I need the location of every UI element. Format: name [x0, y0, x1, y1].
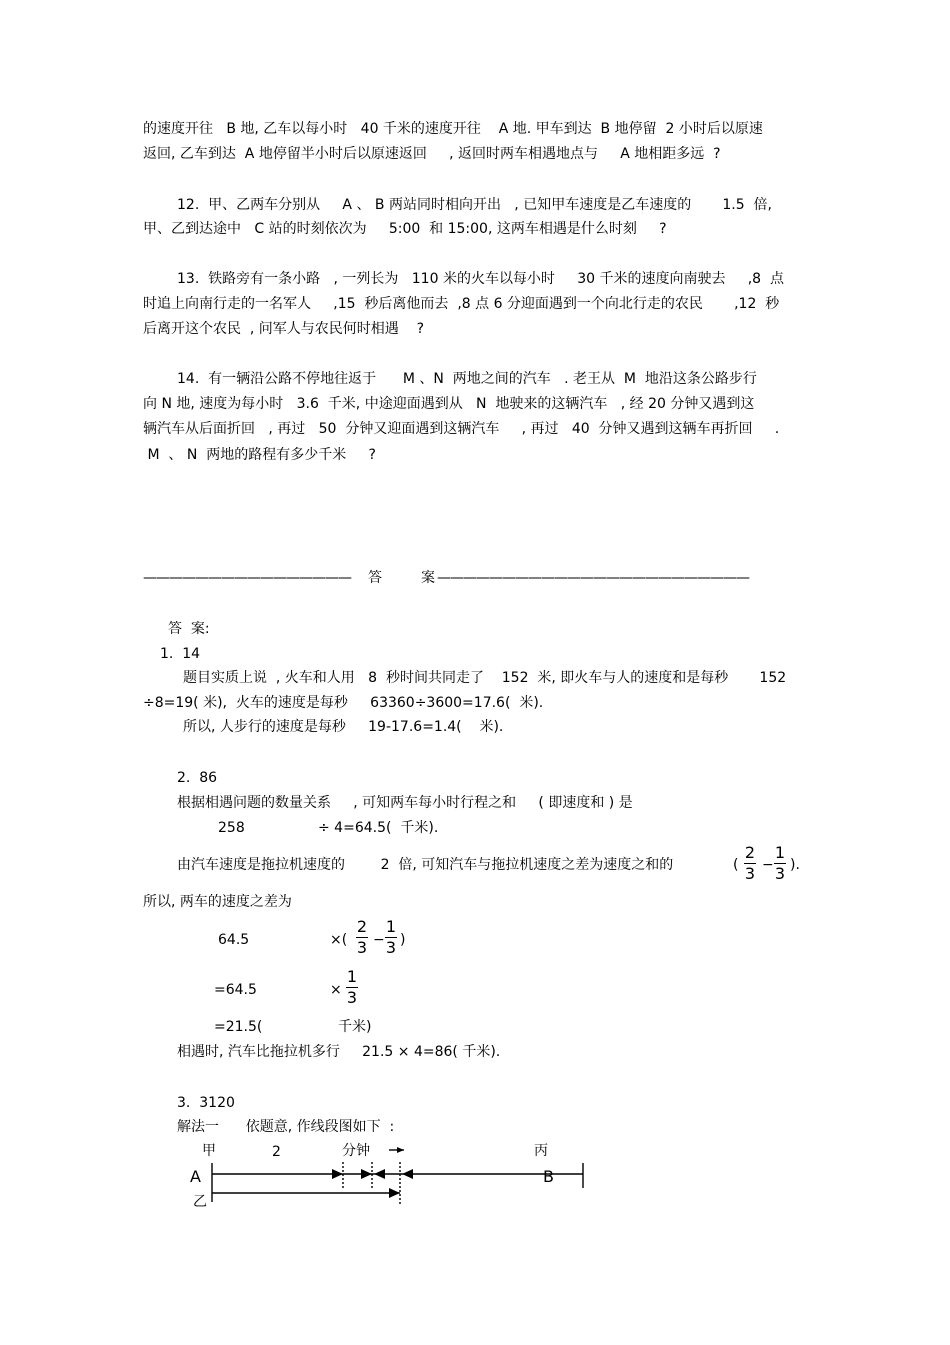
problem-14-line-4: M 、 N 两地的路程有多少千米 ?: [143, 447, 376, 463]
problem-12-line-2: 甲、乙到达途中 C 站的时刻依次为 5:00 和 15:00, 这两车相遇是什么时刻 ?: [143, 221, 667, 237]
fraction-denominator: 3: [385, 938, 397, 957]
diagram-label-bing: 丙: [534, 1143, 548, 1159]
diagram-label-jia: 甲: [202, 1143, 216, 1159]
diagram-label-yi: 乙: [193, 1194, 207, 1210]
problem-12-line-1: 12. 甲、乙两车分别从 A 、 B 两站同时相向开出 , 已知甲车速度是乙车速度的 1.5 倍,: [177, 197, 772, 213]
answer-2-line-1: 根据相遇问题的数量关系 , 可知两车每小时行程之和 ( 即速度和 ) 是: [177, 795, 633, 811]
calc-2-times: ×: [330, 982, 342, 998]
answer-1-line-2: ÷8=19( 米), 火车的速度是每秒 63360÷3600=17.6( 米).: [143, 695, 544, 711]
problem-11-line-2: 返回, 乙车到达 A 地停留半小时后以原速返回 , 返回时两车相遇地点与 A 地相距多远 ?: [143, 146, 721, 162]
answer-1-line-3: 所以, 人步行的速度是每秒 19-17.6=1.4( 米).: [183, 719, 504, 735]
calc-1-times: ×(: [330, 932, 348, 948]
fraction-numerator: 2: [744, 843, 756, 862]
fraction-numerator: 1: [385, 917, 397, 936]
answers-heading: 答 案:: [168, 621, 210, 637]
fraction-denominator: 3: [774, 864, 786, 883]
minus-sign: −: [373, 932, 385, 948]
diagram-arrowhead: [374, 1169, 385, 1179]
answer-2-line-3: 由汽车速度是拖拉机速度的 2 倍, 可知汽车与拖拉机速度之差为速度之和的: [177, 857, 674, 873]
answer-2-line-2b: ÷ 4=64.5( 千米).: [318, 820, 439, 836]
answer-2-line-4: 所以, 两车的速度之差为: [143, 894, 292, 910]
answer-1-line-1: 题目实质上说 , 火车和人用 8 秒时间共同走了 152 米, 即火车与人的速度和是每秒 152: [183, 670, 787, 686]
problem-13-line-3: 后离开这个农民 , 问军人与农民何时相遇 ?: [143, 321, 425, 337]
divider-right: ————————————————————————: [437, 570, 749, 586]
paren-close: ).: [790, 857, 800, 873]
diagram-arrowhead: [389, 1188, 400, 1198]
fraction-denominator: 3: [744, 864, 756, 883]
calc-1-value: 64.5: [218, 932, 250, 948]
diagram-point-a: A: [190, 1167, 201, 1186]
divider-left: ————————————————: [143, 570, 351, 586]
paren-close: ): [400, 932, 406, 948]
diagram-arrowhead: [361, 1169, 372, 1179]
answer-1-title: 1. 14: [160, 646, 201, 662]
paren-open: (: [733, 857, 739, 873]
divider-label-a: 答: [368, 570, 382, 586]
fraction-denominator: 3: [346, 988, 358, 1007]
answer-2-line-5: 相遇时, 汽车比拖拉机多行 21.5 × 4=86( 千米).: [177, 1044, 501, 1060]
calc-3-unit: 千米): [338, 1019, 372, 1035]
fraction-numerator: 1: [774, 843, 786, 862]
diagram-arrowhead: [397, 1147, 404, 1153]
problem-14-line-2: 向 N 地, 速度为每小时 3.6 千米, 中途迎面遇到从 N 地驶来的这辆汽车 , 经 20 分钟又遇到这: [143, 396, 755, 412]
problem-14-line-3: 辆汽车从后面折回 , 再过 50 分钟又迎面遇到这辆汽车 , 再过 40 分钟又遇到这辆车再折回 .: [143, 421, 780, 437]
fraction-numerator: 1: [346, 967, 358, 986]
minus-sign: −: [762, 857, 774, 873]
diagram-label-minutes: 分钟: [342, 1143, 370, 1159]
problem-13-line-2: 时追上向南行走的一名军人 ,15 秒后离他而去 ,8 点 6 分迎面遇到一个向北行走的农民 ,12 秒: [143, 296, 780, 312]
answer-2-title: 2. 86: [177, 770, 218, 786]
problem-14-line-1: 14. 有一辆沿公路不停地往返于 M 、N 两地之间的汽车 . 老王从 M 地沿这条公路步行: [177, 371, 757, 387]
diagram-arrowhead: [332, 1169, 343, 1179]
problem-13-line-1: 13. 铁路旁有一条小路 , 一列长为 110 米的火车以每小时 30 千米的速度向南驶去 ,8 点: [177, 271, 784, 287]
fraction-numerator: 2: [356, 917, 368, 936]
problem-11-line-1: 的速度开往 B 地, 乙车以每小时 40 千米的速度开往 A 地. 甲车到达 B 地停留 2 小时后以原速: [143, 121, 763, 137]
diagram-point-b: B: [543, 1167, 554, 1186]
diagram-arrowhead: [402, 1169, 413, 1179]
calc-2-value: =64.5: [214, 982, 257, 998]
calc-3-value: =21.5(: [214, 1019, 263, 1035]
answer-3-line-1: 解法一 依题意, 作线段图如下 :: [177, 1119, 395, 1135]
answer-2-line-2a: 258: [218, 820, 245, 836]
answer-3-title: 3. 3120: [177, 1095, 235, 1111]
divider-label-b: 案: [421, 570, 435, 586]
fraction-denominator: 3: [356, 938, 368, 957]
diagram-label-two: 2: [272, 1144, 281, 1160]
